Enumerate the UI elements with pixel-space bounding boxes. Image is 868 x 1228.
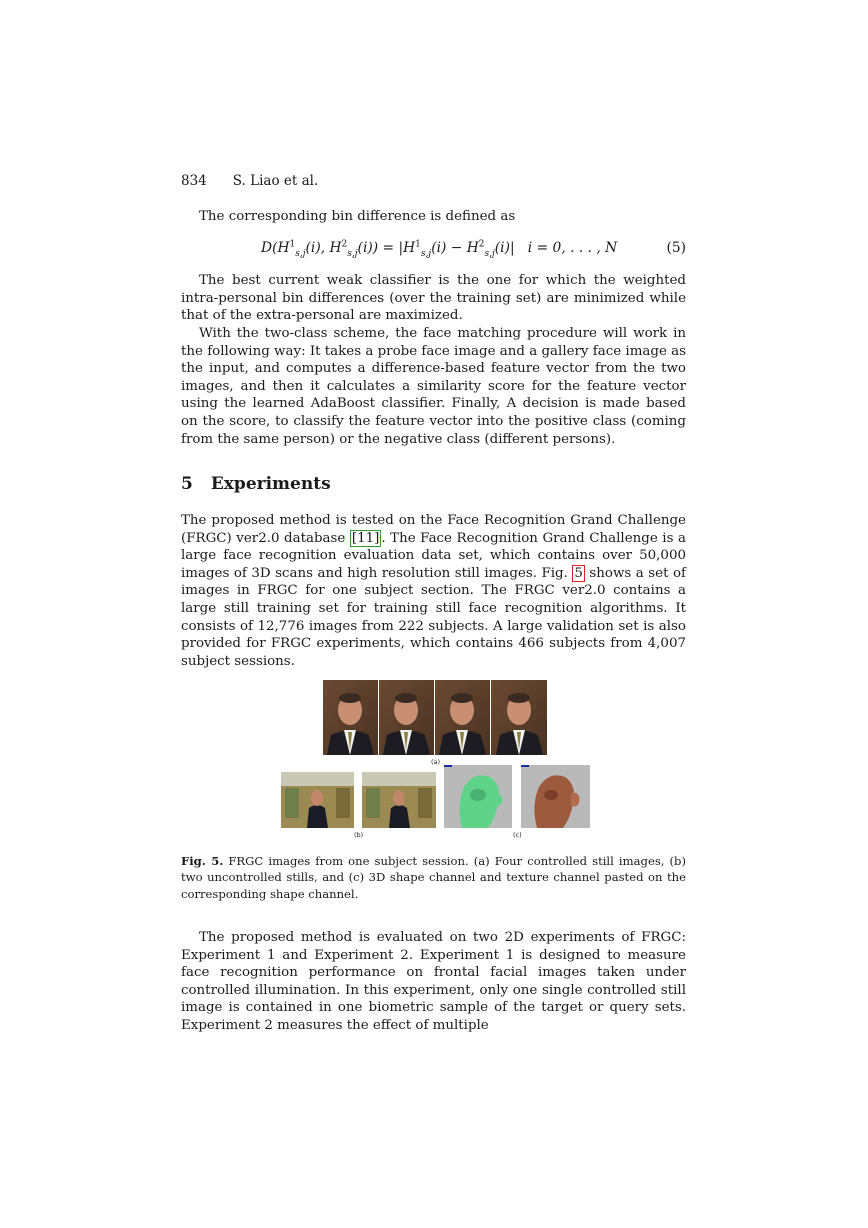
- paragraph-evaluation: The proposed method is evaluated on two 2D experiments of FRGC: Experiment 1 and Experiment 2. Experiment 1 is designed to measure face recognition performance on frontal facial images taken under controlled illumination. In this experiment, only one single controlled still image is contained in one biometric sample of the target or query sets. Experiment 2 measures the effect of multiple: [181, 930, 686, 1033]
- subfigure-label-a: (a): [431, 758, 441, 766]
- citation-link[interactable]: [11]: [351, 530, 380, 546]
- paragraph-weak-classifier: The best current weak classifier is the one for which the weighted intra-personal bin differences (over the training set) are minimized while that of the extra-personal are maximized.: [181, 273, 686, 324]
- uncontrolled-still-2: [362, 772, 436, 828]
- paragraph-experiments: The proposed method is tested on the Face Recognition Grand Challenge (FRGC) ver2.0 database [11] . The Face Recognition Grand Challenge is a large face recognition evaluation data set, which contains over 50,000 images of 3D scans and high resolution still images. Fig. 5 shows a set of images in FRGC for one subject section. The FRGC ver2.0 contains a large still training set for training still face recognition algorithms. It consists of 12,776 images from 222 subjects. A large validation set is also provided for FRGC experiments, which contains 466 subjects from 4,007 subject sessions.: [181, 513, 686, 669]
- uncontrolled-still-1: [281, 772, 354, 828]
- 3d-shape-channel-image: [444, 765, 512, 828]
- caption-label: Fig. 5.: [181, 854, 224, 868]
- figure-caption: Fig. 5. FRGC images from one subject session. (a) Four controlled still images, (b) two uncontrolled stills, and (c) 3D shape channel and texture channel pasted on the corresponding shape channel.: [181, 854, 686, 901]
- equation-5: [181, 240, 686, 262]
- running-authors: S. Liao et al.: [232, 173, 319, 189]
- figure-link[interactable]: 5: [574, 565, 583, 581]
- section-heading: 5 Experiments: [181, 474, 331, 494]
- running-header: [181, 173, 318, 189]
- subfigure-label-c: (c): [513, 831, 522, 839]
- controlled-stills-image: [323, 680, 547, 755]
- subfigure-label-b: (b): [354, 831, 364, 839]
- texture-channel-image: [521, 765, 590, 828]
- paragraph-two-class: With the two-class scheme, the face matching procedure will work in the following way: It takes a probe face image and a gallery face image as the input, and computes a difference-based feature vector from the two images, and then it calculates a similarity score for the feature vector using the learned AdaBoost classifier. Finally, A decision is made based on the score, to classify the feature vector into the positive class (coming from the same person) or the negative class (different persons).: [181, 326, 686, 447]
- equation-number: (5): [666, 240, 686, 256]
- page-number: 834: [181, 173, 207, 189]
- paragraph-bin-difference: The corresponding bin difference is defined as: [199, 209, 516, 224]
- equation-expression: $D(H^1_{s,j}(i)$, $H^2_{s,j}(i)) = |H^1_{s,j}(i) - H^2_{s,j}(i)|$ i = 0, . . . , N: [261, 239, 618, 259]
